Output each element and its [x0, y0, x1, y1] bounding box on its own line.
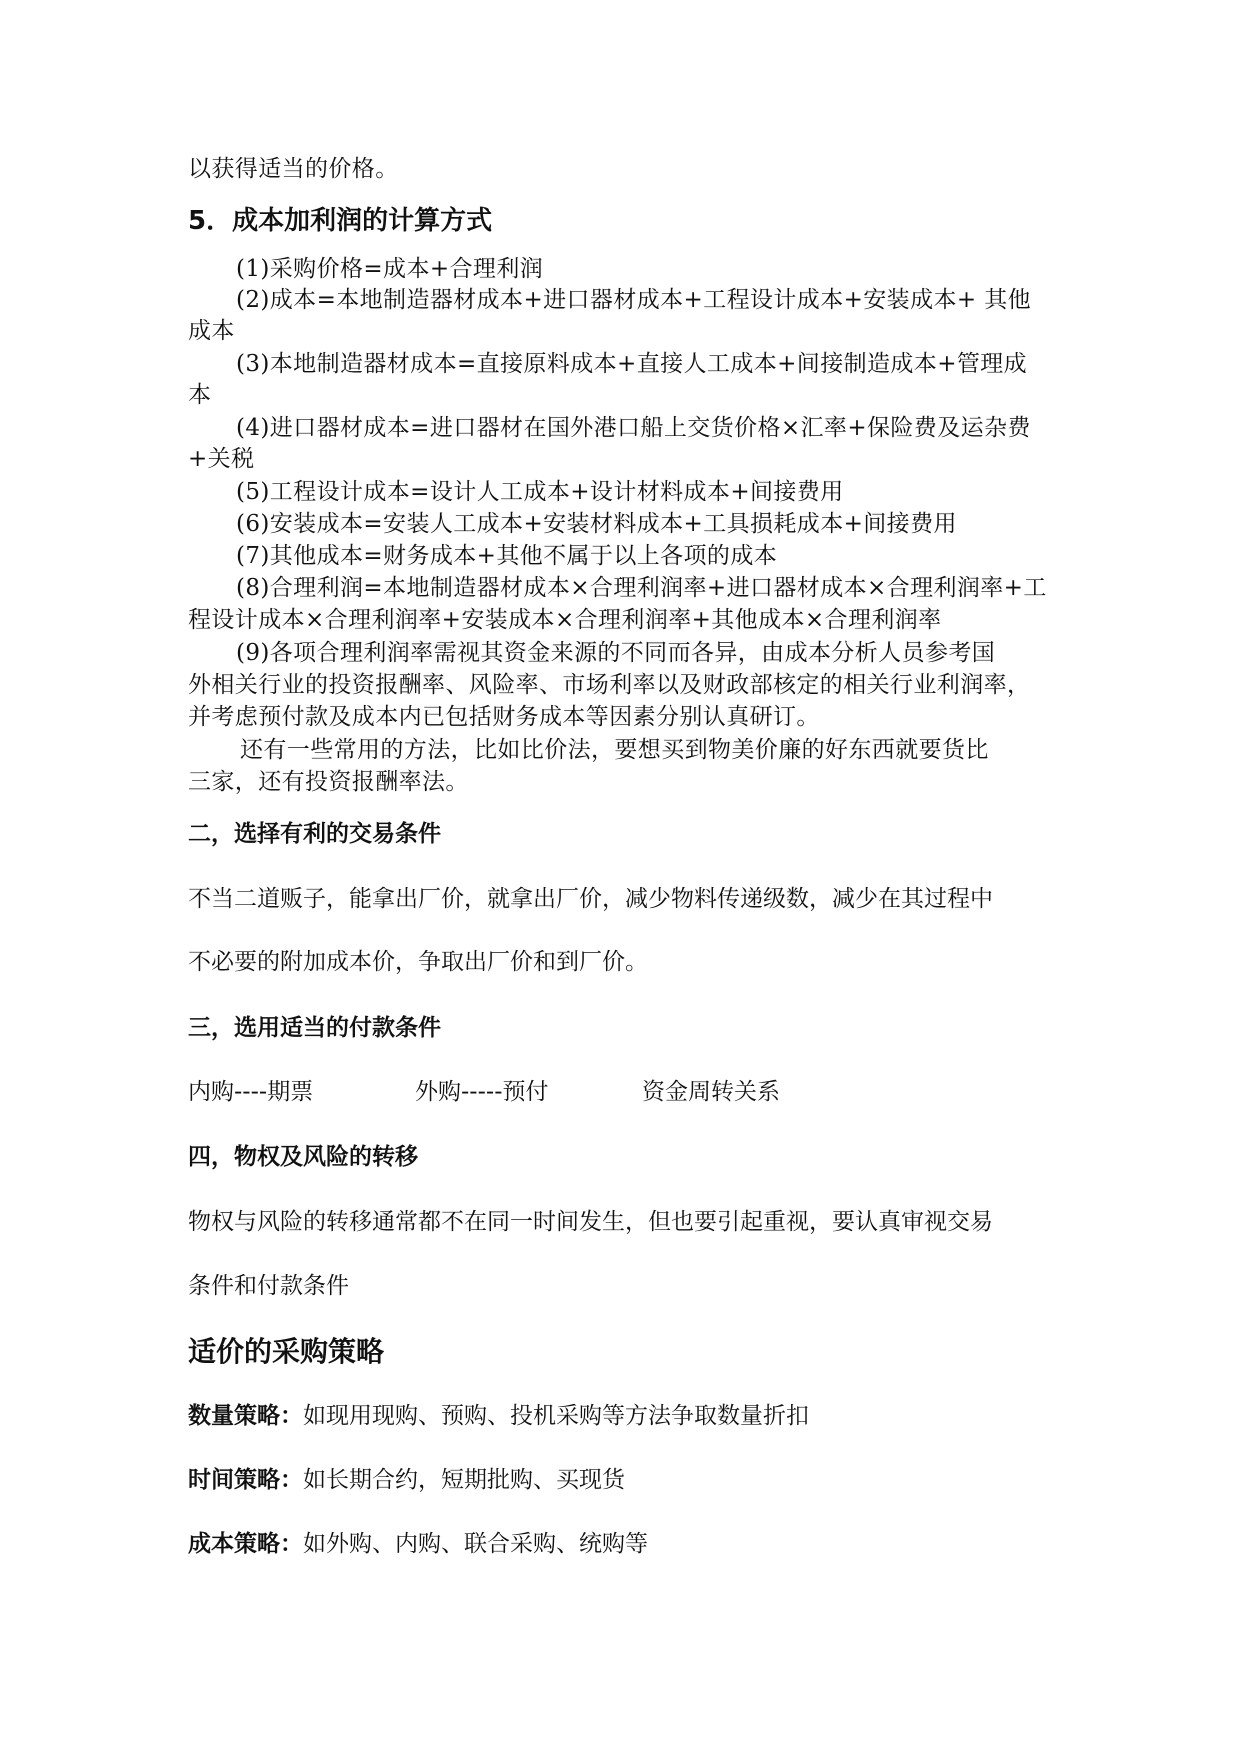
formula-3-cont: 本	[188, 382, 212, 408]
payment-terms-row	[188, 1073, 888, 1103]
formula-4-cont: +关税	[188, 446, 255, 472]
strategy-cost-text: 如外购、内购、联合采购、统购等	[303, 1531, 648, 1557]
strategy-heading: 适价的采购策略	[188, 1335, 385, 1368]
formula-9: (9)各项合理利润率需视其资金来源的不同而各异，由成本分析人员参考国	[236, 640, 996, 666]
section2-line-2: 不必要的附加成本价，争取出厂价和到厂价。	[188, 949, 648, 975]
section3-heading: 三，选用适当的付款条件	[188, 1015, 441, 1041]
section2-heading: 二，选择有利的交易条件	[188, 821, 441, 847]
section4-line-1: 物权与风险的转移通常都不在同一时间发生，但也要引起重视，要认真审视交易	[188, 1209, 993, 1235]
strategy-cost	[188, 1525, 648, 1558]
note-line-1: 还有一些常用的方法，比如比价法，要想买到物美价廉的好东西就要货比	[240, 737, 989, 763]
formula-9-cont-2: 并考虑预付款及成本内已包括财务成本等因素分别认真研订。	[188, 704, 820, 730]
strategy-time-label: 时间策略：	[188, 1467, 303, 1493]
strategy-quantity	[188, 1397, 809, 1430]
formula-2: (2)成本=本地制造器材成本+进口器材成本+工程设计成本+安装成本+ 其他	[236, 287, 1032, 313]
formula-1: (1)采购价格=成本+合理利润	[236, 256, 544, 282]
note-line-2: 三家，还有投资报酬率法。	[188, 769, 469, 795]
formula-6: (6)安装成本=安装人工成本+安装材料成本+工具损耗成本+间接费用	[236, 511, 957, 537]
formula-2-cont: 成本	[188, 318, 235, 344]
strategy-time	[188, 1461, 625, 1494]
section5-heading: 5．成本加利润的计算方式	[188, 206, 493, 236]
section2-line-1: 不当二道贩子，能拿出厂价，就拿出厂价，减少物料传递级数，减少在其过程中	[188, 886, 993, 912]
formula-7: (7)其他成本=财务成本+其他不属于以上各项的成本	[236, 543, 778, 569]
strategy-quantity-label: 数量策略：	[188, 1403, 303, 1429]
intro-tail: 以获得适当的价格。	[188, 156, 399, 182]
formula-8-cont: 程设计成本×合理利润率+安装成本×合理利润率+其他成本×合理利润率	[188, 607, 942, 633]
formula-3: (3)本地制造器材成本=直接原料成本+直接人工成本+间接制造成本+管理成	[236, 351, 1028, 377]
formula-9-cont-1: 外相关行业的投资报酬率、风险率、市场利率以及财政部核定的相关行业利润率，	[188, 672, 1031, 698]
formula-5: (5)工程设计成本=设计人工成本+设计材料成本+间接费用	[236, 479, 844, 505]
strategy-time-text: 如长期合约，短期批购、买现货	[303, 1467, 625, 1493]
formula-4: (4)进口器材成本=进口器材在国外港口船上交货价格×汇率+保险费及运杂费	[236, 415, 1031, 441]
payment-term-domestic: 内购----期票	[188, 1079, 314, 1105]
section4-heading: 四，物权及风险的转移	[188, 1144, 418, 1170]
formula-8: (8)合理利润=本地制造器材成本×合理利润率+进口器材成本×合理利润率+工	[236, 575, 1047, 601]
strategy-cost-label: 成本策略：	[188, 1531, 303, 1557]
payment-term-cashflow: 资金周转关系	[642, 1079, 780, 1105]
section4-line-2: 条件和付款条件	[188, 1273, 349, 1299]
payment-term-foreign: 外购-----预付	[415, 1079, 549, 1105]
strategy-quantity-text: 如现用现购、预购、投机采购等方法争取数量折扣	[303, 1403, 809, 1429]
